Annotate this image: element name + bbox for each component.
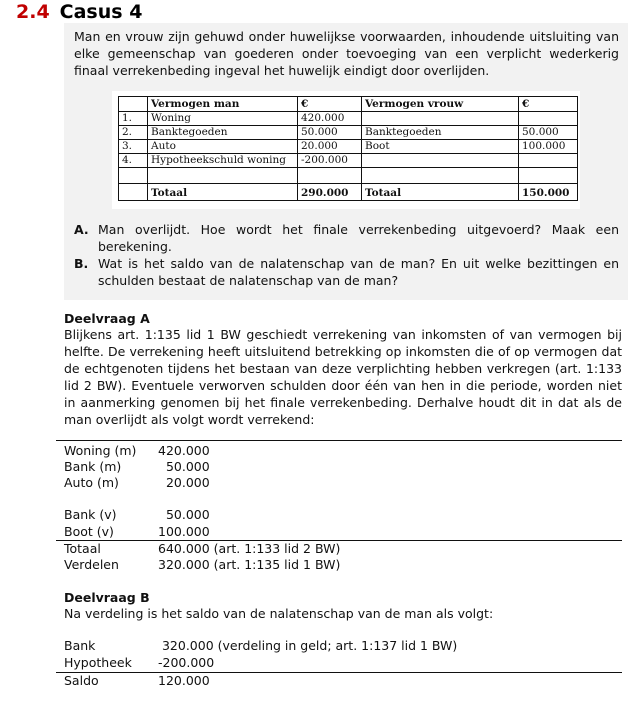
calc-row: [64, 507, 210, 523]
table-cell: [119, 184, 148, 201]
calc-label: Hypotheek: [64, 655, 132, 670]
table-cell: 50.000: [298, 126, 362, 140]
deelvraag-a-text: Blijkens art. 1:135 lid 1 BW geschiedt verrekening van inkomsten of van vermogen bij helfte. De verrekening heeft uitsluitend betrekking op inkomsten die of op vermogen dat de echtgenoten tijdens het bestaan van deze verplichting hebben verkregen (art. 1:133 lid 2 BW). Eventuele verworven schulden door één van hen in die periode, worden niet in aanmerking genomen bij het finale verrekenbeding. Derhalve houdt dit in dat als de man overlijdt als volgt wordt verrekend:: [64, 327, 622, 427]
table-cell: Hypotheekschuld woning: [148, 154, 298, 168]
table-cell: [362, 112, 519, 126]
question-text: Man overlijdt. Hoe wordt het finale verrekenbeding uitgevoerd? Maak een berekening.: [98, 222, 619, 254]
calc-row: [64, 459, 210, 475]
table-cell: 20.000: [298, 140, 362, 154]
table-cell: [148, 168, 298, 184]
divider-top-a: [56, 440, 622, 441]
calc-label: Woning (m): [64, 443, 137, 458]
calc-label: Boot (v): [64, 524, 114, 539]
table-cell: [519, 168, 578, 184]
table-cell: [119, 168, 148, 184]
calc-label: Bank (v): [64, 507, 117, 522]
table-cell: 1.: [119, 112, 148, 126]
table-cell: Auto: [148, 140, 298, 154]
table-cell: [519, 154, 578, 168]
table-cell: -200.000: [298, 154, 362, 168]
calc-label: Auto (m): [64, 475, 119, 490]
calc-row: [64, 541, 340, 557]
assets-table-wrapper: [112, 91, 580, 209]
table-total-row: [119, 184, 578, 201]
table-header-cell: Vermogen vrouw: [362, 97, 519, 112]
calc-value: 120.000: [158, 673, 210, 688]
section-heading: [16, 0, 142, 24]
calc-label: Bank: [64, 638, 96, 653]
question-label: B.: [74, 256, 89, 271]
table-cell: 50.000: [519, 126, 578, 140]
table-row: [119, 154, 578, 168]
calc-value: 20.000: [158, 475, 210, 490]
table-row: [119, 126, 578, 140]
table-cell: Woning: [148, 112, 298, 126]
calc-value: 640.000 (art. 1:133 lid 2 BW): [158, 541, 341, 556]
assets-table: [118, 96, 578, 201]
table-cell: [362, 154, 519, 168]
table-cell: Totaal: [148, 184, 298, 201]
question-a: [74, 221, 619, 255]
calc-value: 320.000 (verdeling in geld; art. 1:137 lid 1 BW): [158, 638, 458, 653]
table-cell: 150.000: [519, 184, 578, 201]
calc-value: -200.000: [158, 655, 215, 670]
calc-value: 420.000: [158, 443, 210, 458]
table-header-cell: €: [519, 97, 578, 112]
calc-row: [64, 524, 210, 540]
calc-row: [64, 557, 340, 573]
section-title: Casus 4: [59, 1, 143, 23]
table-cell: 420.000: [298, 112, 362, 126]
calc-row: [64, 443, 210, 459]
calc-row: [64, 638, 457, 654]
table-cell: Banktegoeden: [362, 126, 519, 140]
calc-label: Bank (m): [64, 459, 122, 474]
table-header-row: [119, 97, 578, 112]
calc-row: [64, 475, 210, 491]
table-cell: 290.000: [298, 184, 362, 201]
table-cell: [362, 168, 519, 184]
calc-row: [64, 655, 214, 671]
deelvraag-a-title: Deelvraag A: [64, 311, 150, 326]
calc-value: 50.000: [158, 507, 210, 522]
table-header-cell: €: [298, 97, 362, 112]
question-b: [74, 255, 619, 289]
question-label: A.: [74, 222, 89, 237]
table-cell: 3.: [119, 140, 148, 154]
calc-label: Totaal: [64, 541, 101, 556]
case-box: [64, 23, 628, 300]
table-cell: Totaal: [362, 184, 519, 201]
calc-value: 320.000 (art. 1:135 lid 1 BW): [158, 557, 341, 572]
table-cell: 100.000: [519, 140, 578, 154]
table-cell: [298, 168, 362, 184]
table-cell: [519, 112, 578, 126]
section-number: 2.4: [16, 1, 50, 23]
table-header-cell: [119, 97, 148, 112]
table-cell: 4.: [119, 154, 148, 168]
table-cell: Boot: [362, 140, 519, 154]
table-cell: Banktegoeden: [148, 126, 298, 140]
calc-value: 100.000: [158, 524, 210, 539]
case-intro: Man en vrouw zijn gehuwd onder huwelijkse voorwaarden, inhoudende uitsluiting van elke gemeenschap van goederen onder toevoeging van een verplicht wederkerig finaal verrekenbeding ingeval het huwelijk eindigt door overlijden.: [74, 29, 619, 78]
calc-label: Verdelen: [64, 557, 119, 572]
calc-label: Saldo: [64, 673, 99, 688]
question-text: Wat is het saldo van de nalatenschap van de man? En uit welke bezittingen en schulden bestaat de nalatenschap van de man?: [98, 256, 619, 288]
deelvraag-b-title: Deelvraag B: [64, 590, 150, 605]
table-row: [119, 112, 578, 126]
table-cell: 2.: [119, 126, 148, 140]
table-row-empty: [119, 168, 578, 184]
table-row: [119, 140, 578, 154]
questions-list: [74, 221, 619, 289]
table-header-cell: Vermogen man: [148, 97, 298, 112]
calc-row: [64, 673, 210, 689]
deelvraag-b-text: Na verdeling is het saldo van de nalatenschap van de man als volgt:: [64, 606, 494, 621]
calc-value: 50.000: [158, 459, 210, 474]
